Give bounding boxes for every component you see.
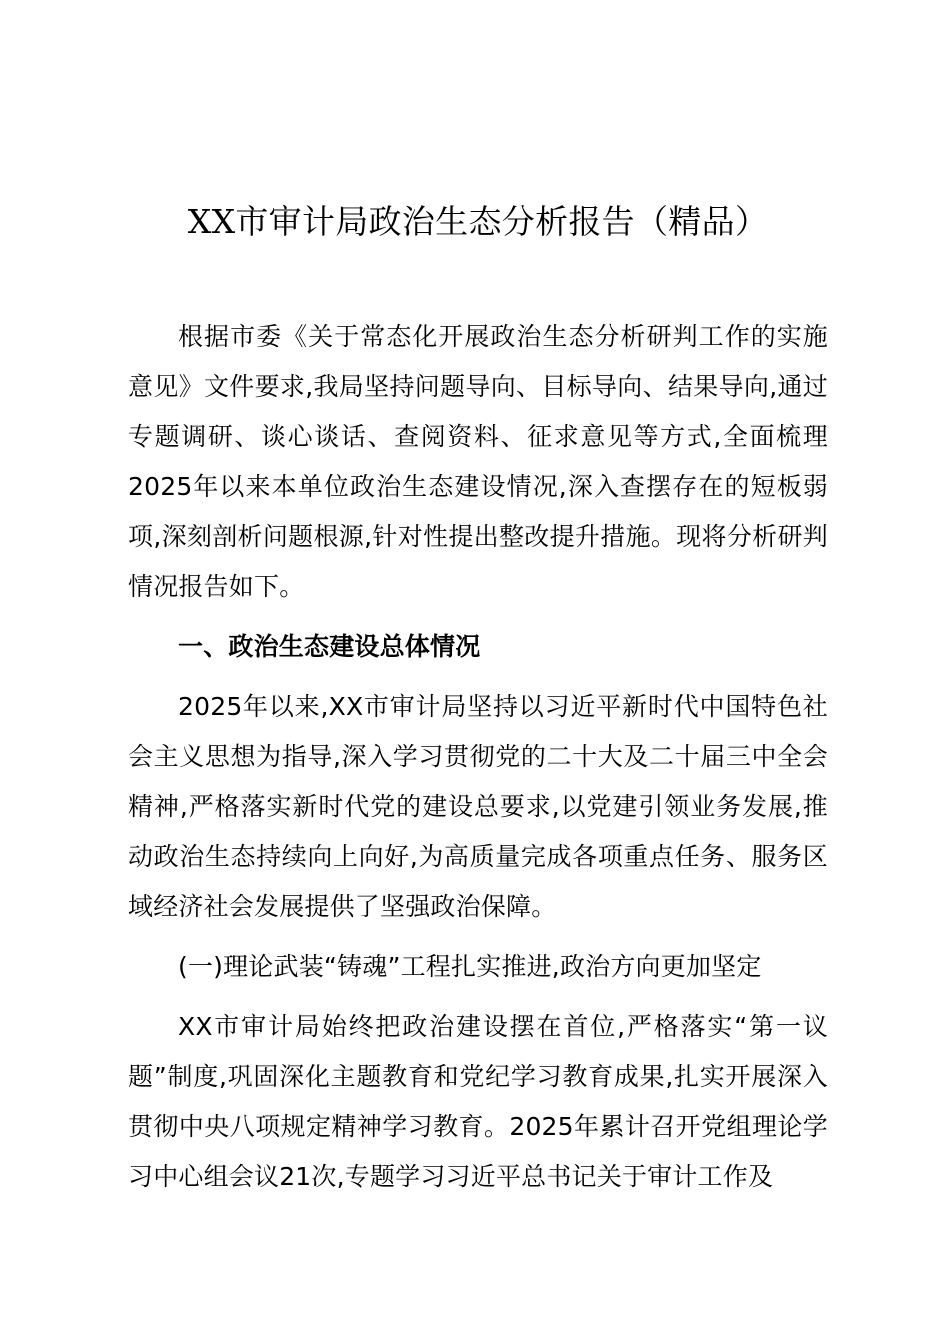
intro-paragraph: 根据市委《关于常态化开展政治生态分析研判工作的实施意见》文件要求,我局坚持问题导向、目标导向、结果导向,通过专题调研、谈心谈话、查阅资料、征求意见等方式,全面梳理2025年以来本单位政治生态建设情况,深入查摆存在的短板弱项,深刻剖析问题根源,针对性提出整改提升措施。现将分析研判情况报告如下。 — [128, 322, 828, 601]
section-paragraph-1: 2025年以来,XX市审计局坚持以习近平新时代中国特色社会主义思想为指导,深入学习贯彻党的二十大及二十届三中全会精神,严格落实新时代党的建设总要求,以党建引领业务发展,推动政治生态持续向上向好,为高质量完成各项重点任务、服务区域经济社会发展提供了坚强政治保障。 — [128, 692, 828, 921]
section-heading-1: 一、政治生态建设总体情况 — [178, 632, 481, 661]
subsection-heading-1: (一)理论武装“铸魂”工程扎实推进,政治方向更加坚定 — [178, 952, 762, 981]
document-body — [128, 312, 828, 1202]
document-title: XX市审计局政治生态分析报告（精品） — [187, 202, 769, 241]
subsection-paragraph-1: XX市审计局始终把政治建设摆在首位,严格落实“第一议题”制度,巩固深化主题教育和党纪学习教育成果,扎实开展深入贯彻中央八项规定精神学习教育。2025年累计召开党组理论学习中心组会议21次,专题学习习近平总书记关于审计工作及 — [128, 1012, 828, 1191]
